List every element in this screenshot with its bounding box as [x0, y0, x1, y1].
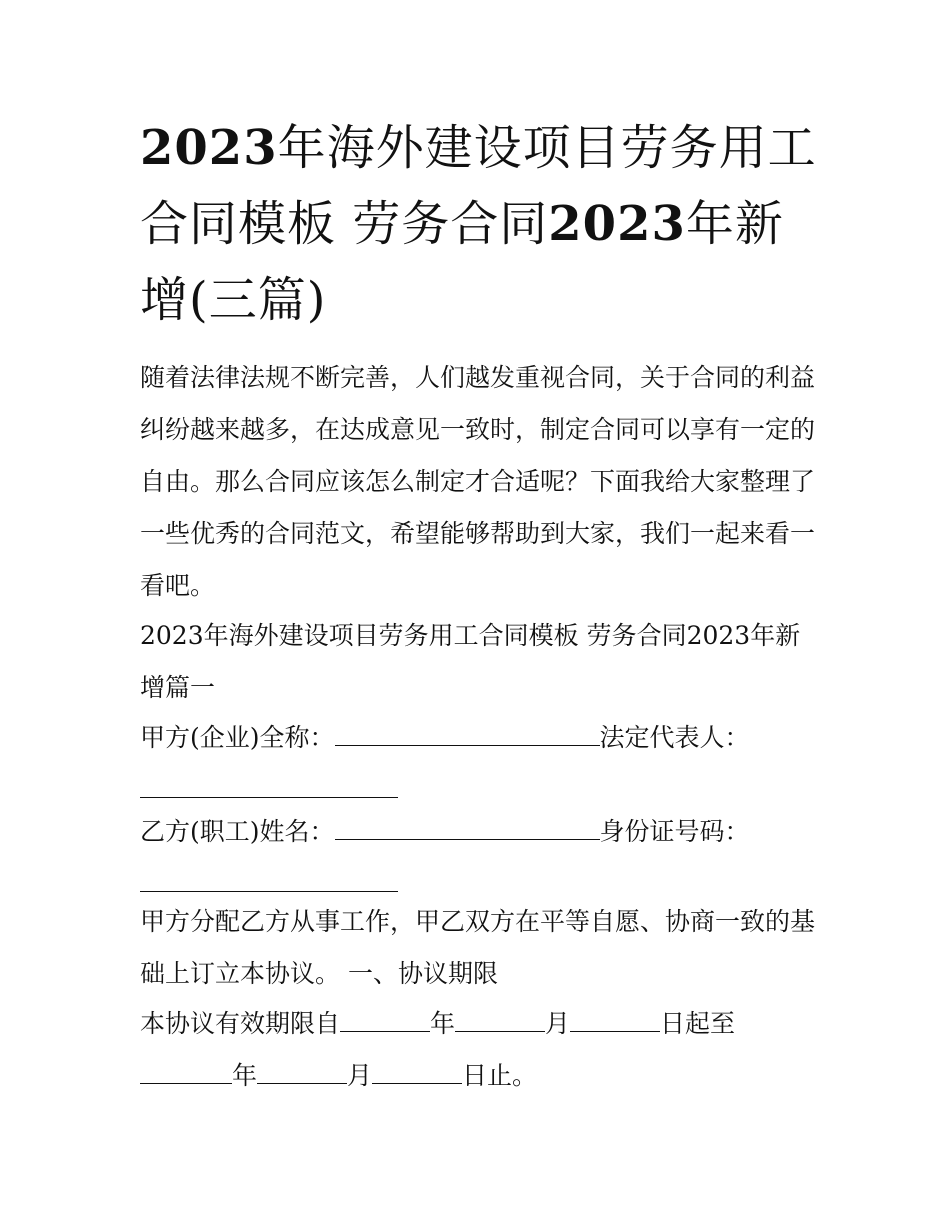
document-title	[140, 110, 820, 338]
party-b-id-blank[interactable]	[140, 869, 398, 892]
party-a-rep-blank[interactable]	[140, 775, 398, 798]
term-end-month-label: 月	[347, 1061, 373, 1090]
party-b-id-label: 身份证号码：	[599, 817, 750, 846]
end-day-blank[interactable]	[372, 1061, 462, 1084]
start-year-blank[interactable]	[340, 1009, 430, 1032]
title-year-1: 2023	[140, 120, 278, 176]
title-year-2: 2023	[548, 196, 686, 252]
title-part-2: 年新增(三篇)	[140, 196, 784, 328]
start-month-blank[interactable]	[455, 1009, 545, 1032]
party-a-label: 甲方(企业)全称：	[140, 723, 335, 752]
term-end-year-label: 年	[232, 1061, 258, 1090]
intro-paragraph: 随着法律法规不断完善，人们越发重视合同，关于合同的利益纠纷越来越多，在达成意见一致时，制定合同可以享有一定的自由。那么合同应该怎么制定才合适呢？下面我给大家整理了一些优秀的合同范文，希望能够帮助到大家，我们一起来看一看吧。	[140, 363, 816, 600]
party-a-section	[140, 712, 820, 816]
term-year-label: 年	[430, 1009, 456, 1038]
term-month-label: 月	[545, 1009, 571, 1038]
end-year-blank[interactable]	[140, 1061, 232, 1084]
assignment-paragraph: 甲方分配乙方从事工作，甲乙双方在平等自愿、协商一致的基础上订立本协议。 一、协议期限	[140, 907, 816, 988]
end-month-blank[interactable]	[257, 1061, 347, 1084]
term-to-label: 日止。	[462, 1061, 538, 1090]
party-b-label: 乙方(职工)姓名：	[140, 817, 335, 846]
contract-subtitle: 2023年海外建设项目劳务用工合同模板 劳务合同2023年新增篇一	[140, 621, 801, 702]
term-section	[140, 998, 820, 1102]
title-part-1: 年海外建设项目劳务用工合同模板 劳务合同	[140, 120, 817, 252]
party-b-name-blank[interactable]	[335, 817, 600, 840]
party-a-rep-label: 法定代表人：	[599, 723, 750, 752]
start-day-blank[interactable]	[570, 1009, 660, 1032]
term-prefix: 本协议有效期限自	[140, 1009, 341, 1038]
term-from-label: 日起至	[660, 1009, 736, 1038]
party-b-section	[140, 806, 820, 910]
party-a-name-blank[interactable]	[335, 723, 600, 746]
